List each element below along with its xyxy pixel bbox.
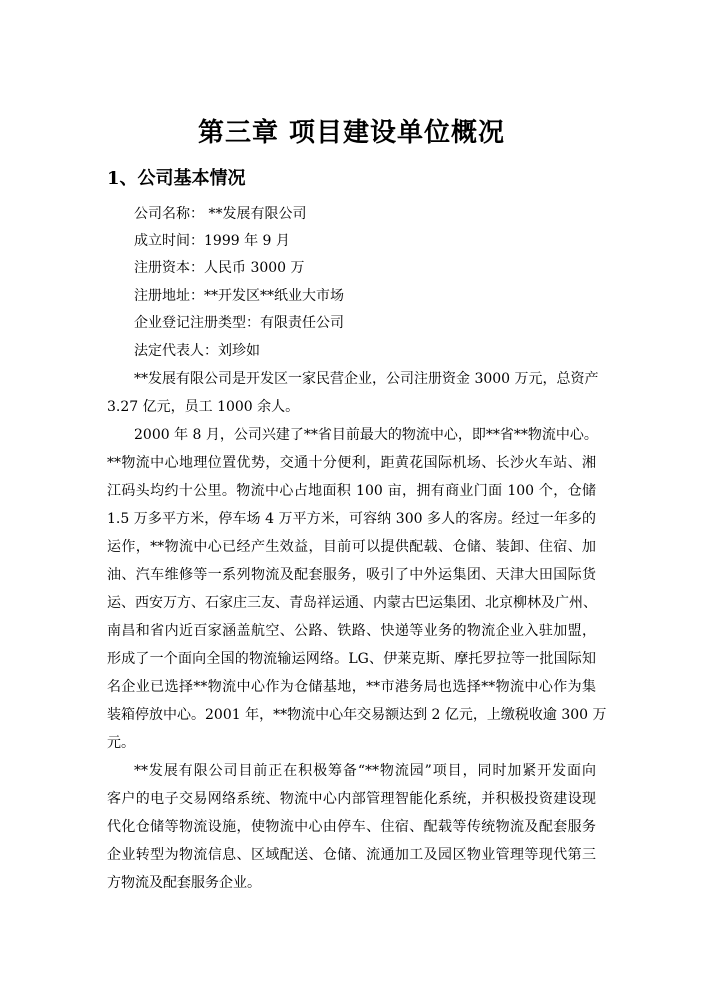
paragraph-line: 1.5 万多平方米，停车场 4 万平方米，可容纳 300 多人的客房。经过一年多的 [107,511,596,527]
established-date-line: 成立时间：1999 年 9 月 [134,233,290,249]
paragraph-line: 3.27 亿元，员工 1000 余人。 [107,399,300,415]
registered-capital-line: 注册资本：人民币 3000 万 [134,260,305,276]
paragraph-line: 2000 年 8 月，公司兴建了**省目前最大的物流中心，即**省**物流中心。 [134,427,598,443]
paragraph-line: 装箱停放中心。2001 年，**物流中心年交易额达到 2 亿元，上缴税收逾 300 万 [107,707,607,723]
paragraph-line: 企业转型为物流信息、区域配送、仓储、流通加工及园区物业管理等现代第三 [107,847,596,863]
chapter-title: 第三章 项目建设单位概况 [197,118,506,148]
paragraph-line: 元。 [107,735,135,751]
paragraph-line: 运、西安万方、石家庄三友、青岛祥运通、内蒙古巴运集团、北京柳林及广州、 [107,595,597,611]
paragraph-line: 方物流及配套服务企业。 [107,875,261,891]
paragraph-line: 客户的电子交易网络系统、物流中心内部管理智能化系统，并积极投资建设现 [107,791,596,807]
paragraph-line: 代化仓储等物流设施，使物流中心由停车、住宿、配载等传统物流及配套服务 [107,819,596,835]
paragraph-line: 名企业已选择**物流中心作为仓储基地，**市港务局也选择**物流中心作为集 [107,679,596,695]
paragraph-line: 运作，**物流中心已经产生效益，目前可以提供配载、仓储、装卸、住宿、加 [107,539,596,555]
paragraph-line: 油、汽车维修等一系列物流及配套服务，吸引了中外运集团、天津大田国际货 [107,567,596,583]
paragraph-line: 江码头均约十公里。物流中心占地面积 100 亩，拥有商业门面 100 个，仓储 [107,483,596,499]
paragraph-line: **发展有限公司是开发区一家民营企业，公司注册资金 3000 万元，总资产 [134,371,599,387]
paragraph-line: **发展有限公司目前正在积极筹备“**物流园”项目，同时加紧开发面向 [134,763,596,779]
registration-type-line: 企业登记注册类型：有限责任公司 [134,315,344,331]
section-heading: 1、公司基本情况 [107,168,246,189]
paragraph-line: 南昌和省内近百家涵盖航空、公路、铁路、快递等业务的物流企业入驻加盟， [107,623,596,639]
registered-address-line: 注册地址：**开发区**纸业大市场 [134,288,344,304]
paragraph-line: 形成了一个面向全国的物流输运网络。LG、伊莱克斯、摩托罗拉等一批国际知 [107,651,596,667]
legal-representative-line: 法定代表人：刘珍如 [134,343,260,359]
company-name-line: 公司名称： **发展有限公司 [134,206,307,222]
paragraph-line: **物流中心地理位置优势，交通十分便利，距黄花国际机场、长沙火车站、湘 [107,455,596,471]
